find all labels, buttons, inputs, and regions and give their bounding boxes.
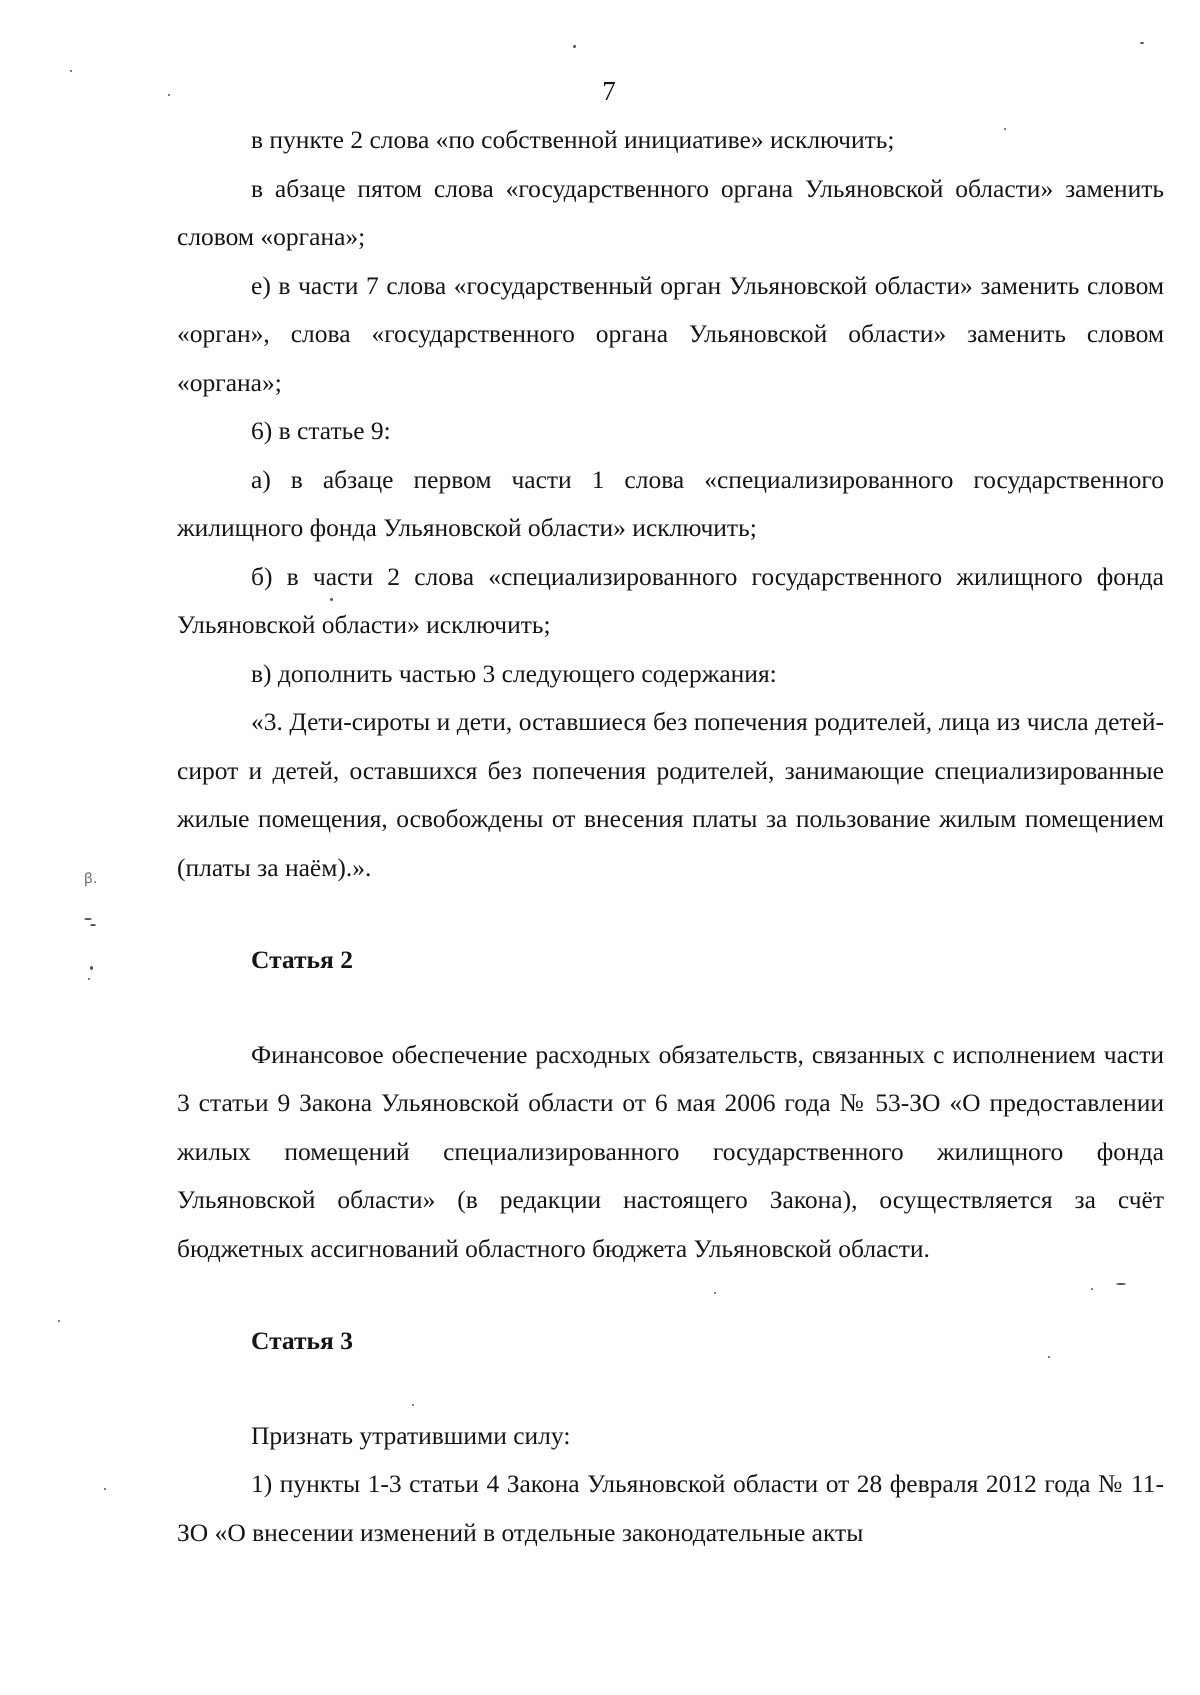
paragraph: 1) пункты 1-3 статьи 4 Закона Ульяновской области от 28 февраля 2012 года № 11-ЗО «О внесении изменений в отдельные законодательные акты	[177, 1469, 1164, 1547]
scan-speck	[90, 924, 96, 926]
article-3-heading: Статья 3	[251, 1326, 353, 1355]
scan-speck	[70, 70, 72, 72]
scan-speck	[90, 966, 93, 970]
paragraph: б) в части 2 слова «специализированного государственного жилищного фонда Ульяновской области» исключить;	[177, 561, 1164, 639]
scan-speck	[1048, 1356, 1050, 1358]
scan-speck	[1004, 128, 1006, 130]
scan-speck	[84, 918, 92, 920]
scan-speck	[1140, 42, 1144, 44]
scan-speck	[58, 1320, 60, 1322]
scan-smudge: ꞵ.	[84, 871, 98, 887]
paragraph: е) в части 7 слова «государственный орган Ульяновской области» заменить словом «орган», слова «государственного органа Ульяновской области» заменить словом «органа»;	[177, 270, 1164, 397]
paragraph: «3. Дети-сироты и дети, оставшиеся без попечения родителей, лица из числа детей-сирот и детей, оставшихся без попечения родителей, занимающие специализированные жилые помещения, освобождены от внесения платы за пользование жилым помещением (платы за наём).».	[177, 707, 1164, 882]
scan-speck	[1116, 1283, 1126, 1285]
document-body	[177, 116, 1164, 1557]
scan-speck	[104, 1488, 106, 1490]
scan-speck	[1091, 1288, 1093, 1290]
scan-speck	[573, 45, 576, 48]
paragraph: в пункте 2 слова «по собственной инициативе» исключить;	[251, 125, 895, 154]
scan-speck	[412, 1404, 414, 1406]
scan-speck	[714, 1292, 716, 1294]
scan-speck	[330, 598, 333, 601]
scan-speck	[168, 94, 170, 96]
page-number: 7	[602, 76, 616, 106]
article-2-heading: Статья 2	[251, 945, 353, 974]
scan-speck	[88, 978, 90, 980]
paragraph: в абзаце пятом слова «государственного органа Ульяновской области» заменить словом «органа»;	[177, 173, 1164, 251]
paragraph: Признать утратившими силу:	[251, 1420, 571, 1450]
article-2-text: Финансовое обеспечение расходных обязательств, связанных с исполнением части 3 статьи 9 Закона Ульяновской области от 6 мая 2006 года № 53-ЗО «О предоставлении жилых помещений специализированного государственного жилищного фонда Ульяновской области» (в редакции настоящего Закона), осуществляется за счёт бюджетных ассигнований областного бюджета Ульяновской области.	[177, 1039, 1164, 1263]
paragraph: 6) в статье 9:	[251, 416, 391, 445]
paragraph: в) дополнить частью 3 следующего содержания:	[251, 658, 777, 688]
paragraph: а) в абзаце первом части 1 слова «специализированного государственного жилищного фонда Ульяновской области» исключить;	[177, 464, 1164, 542]
